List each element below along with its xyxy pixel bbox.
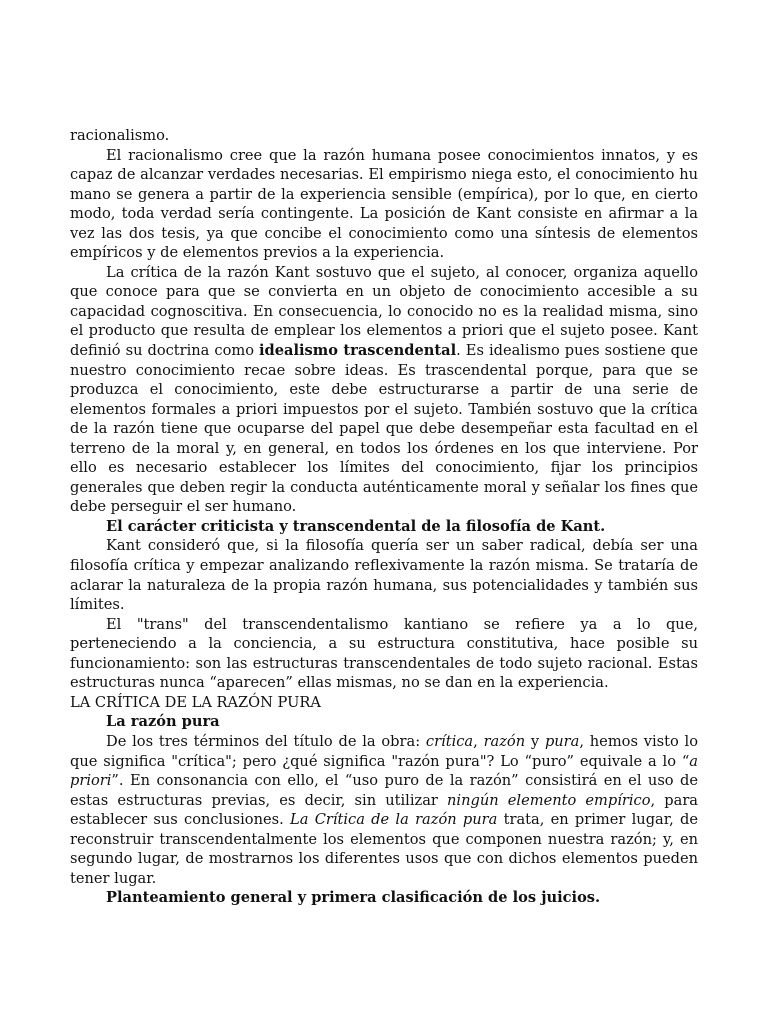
- document-page: [70, 126, 698, 908]
- paragraph-racionalismo-fragment: racionalismo.: [70, 127, 170, 144]
- italic-term: razón: [483, 732, 526, 750]
- text-segment: ,: [473, 732, 484, 750]
- text-segment: . Es idealismo pues sostiene que nuestro conocimiento recae sobre ideas. Es trascendental porque, para que se produzca el conocimiento, este debe estructurarse a partir de una serie de elementos formales a priori impuestos por el sujeto. También sostuvo que la crítica de la razón tiene que ocuparse del papel que debe desempeñar esta facultad en el terreno de la moral y, en general, en todos los órdenes en los que interviene. Por ello es necesario establecer los límites del conocimiento, fijar los principios generales que deben regir la conducta auténticamente moral y señalar los fines que debe perseguir el ser humano.: [70, 342, 698, 516]
- italic-term: a priori: [70, 752, 698, 790]
- paragraph-filosofia-critica: Kant consideró que, si la filosofía quería ser un saber radical, debía ser una filosofía crítica y empezar analizando reflexivamente la razón misma. Se trataría de aclarar la naturaleza de la propia razón humana, sus potencialidades y también sus límites.: [70, 537, 698, 614]
- text-segment: , para establecer sus conclusiones.: [70, 791, 699, 829]
- italic-title: La Crítica de la razón pura: [290, 811, 498, 829]
- italic-term: pura: [544, 732, 580, 750]
- text-segment: ”. En consonancia con ello, el “uso puro de la razón” consistirá en el uso de estas estructuras previas, es decir, sin utilizar: [70, 772, 698, 809]
- heading-planteamiento-juicios: Planteamiento general y primera clasificación de los juicios.: [106, 889, 601, 907]
- paragraph-racionalismo-empirismo: El racionalismo cree que la razón humana posee conocimientos innatos, y es capaz de alcanzar verdades necesarias. El empirismo niega esto, el conocimiento hu mano se genera a partir de la experiencia sensible (empírica), por lo que, en cierto modo, toda verdad sería contingente. La posición de Kant consiste en afirmar a la vez las dos tesis, ya que concibe el conocimiento como una síntesis de elementos empíricos y de elementos previos a la experiencia.: [70, 146, 698, 262]
- section-title-critica-razon-pura: LA CRÍTICA DE LA RAZÓN PURA: [70, 693, 321, 711]
- text-segment: y: [525, 732, 545, 750]
- text-segment: La crítica de la razón Kant sostuvo que el sujeto, al conocer, organiza aquello que conoce para que se convierta en un objeto de conocimiento accesible a su capacidad cognoscitiva. En consecuencia, lo conocido no es la realidad misma, sino el producto que resulta de emplear los elementos a priori que el sujeto posee. Kant definió su doctrina como: [70, 263, 698, 360]
- bold-term-idealismo-trascendental: idealismo trascendental: [258, 342, 457, 360]
- paragraph-critica-razon: [70, 263, 698, 517]
- italic-term: ningún elemento empírico: [447, 791, 651, 809]
- text-segment: , hemos visto lo que significa "crítica"; pero ¿qué significa "razón pura"? Lo “puro” equivale a lo “: [70, 732, 698, 770]
- text-segment: trata, en primer lugar, de reconstruir transcendentalmente los elementos que componen nuestra razón; y, en segundo lugar, de mostrarnos los diferentes usos que con dichos elementos pueden tener lugar.: [70, 811, 699, 887]
- paragraph-razon-pura: [70, 732, 698, 888]
- paragraph-trans: El "trans" del transcendentalismo kantiano se refiere ya a lo que, perteneciendo a la conciencia, a su estructura constitutiva, hace posible su funcionamiento: son las estructuras transcendentales de todo sujeto racional. Estas estructuras nunca “aparecen” ellas mismas, no se dan en la experiencia.: [70, 615, 698, 692]
- heading-razon-pura: La razón pura: [106, 713, 220, 731]
- heading-caracter-criticista: El carácter criticista y transcendental de la filosofía de Kant.: [106, 517, 606, 535]
- italic-term: crítica: [425, 732, 474, 750]
- text-segment: De los tres términos del título de la obra:: [106, 732, 426, 750]
